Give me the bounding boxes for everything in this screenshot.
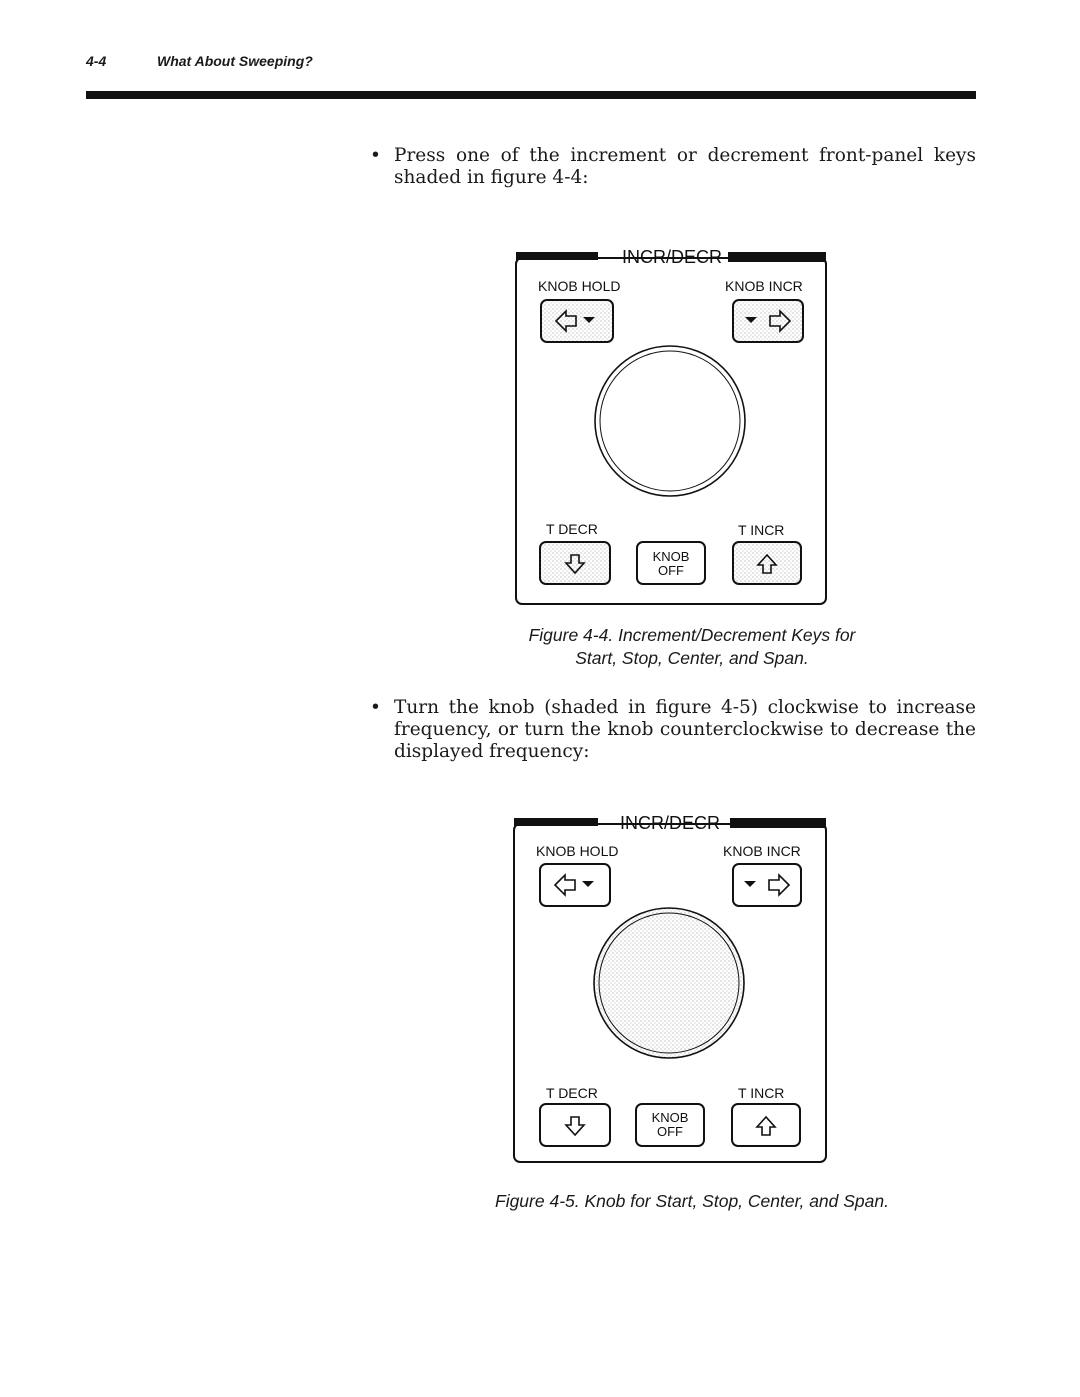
panel-header: INCR/DECR (620, 813, 721, 833)
t-decr-key[interactable] (540, 1104, 610, 1146)
bullet-text: Turn the knob (shaded in figure 4-5) clockwise to increase frequency, or turn the knob counterclockwise to decrease the displayed frequency: (394, 697, 976, 762)
page-number: 4-4 (86, 53, 107, 69)
t-incr-key[interactable] (732, 1104, 800, 1146)
panel-header: INCR/DECR (622, 247, 723, 267)
tuning-knob[interactable] (594, 908, 744, 1058)
header-bar-right (730, 818, 826, 828)
knob-hold-label: KNOB HOLD (536, 843, 619, 859)
bullet-dot: • (370, 145, 381, 166)
figure-4-5-caption: Figure 4-5. Knob for Start, Stop, Center, and Span. (495, 1191, 889, 1211)
figure-4-4-caption-line1: Figure 4-4. Increment/Decrement Keys for (528, 625, 856, 645)
chapter-title: What About Sweeping? (157, 53, 313, 69)
knob-off-line1: KNOB (652, 549, 690, 564)
header-bar-left (514, 818, 598, 826)
knob-off-line2: OFF (658, 563, 684, 578)
knob-off-key[interactable] (636, 1104, 704, 1146)
knob-hold-key[interactable] (540, 864, 610, 906)
knob-incr-label: KNOB INCR (725, 278, 803, 294)
knob-off-line2: OFF (657, 1124, 683, 1139)
t-decr-label: T DECR (546, 1085, 598, 1101)
knob-off-line1: KNOB (651, 1110, 689, 1125)
t-incr-label: T INCR (738, 1085, 785, 1101)
bullet-dot: • (370, 697, 381, 718)
knob-incr-label: KNOB INCR (723, 843, 801, 859)
bullet-text: Press one of the increment or decrement front-panel keys shaded in figure 4-4: (394, 145, 976, 188)
knob-incr-key[interactable] (733, 864, 801, 906)
t-incr-label: T INCR (738, 522, 785, 538)
t-decr-label: T DECR (546, 521, 598, 537)
figure-4-4-caption-line2: Start, Stop, Center, and Span. (575, 648, 809, 668)
knob-hold-label: KNOB HOLD (538, 278, 621, 294)
